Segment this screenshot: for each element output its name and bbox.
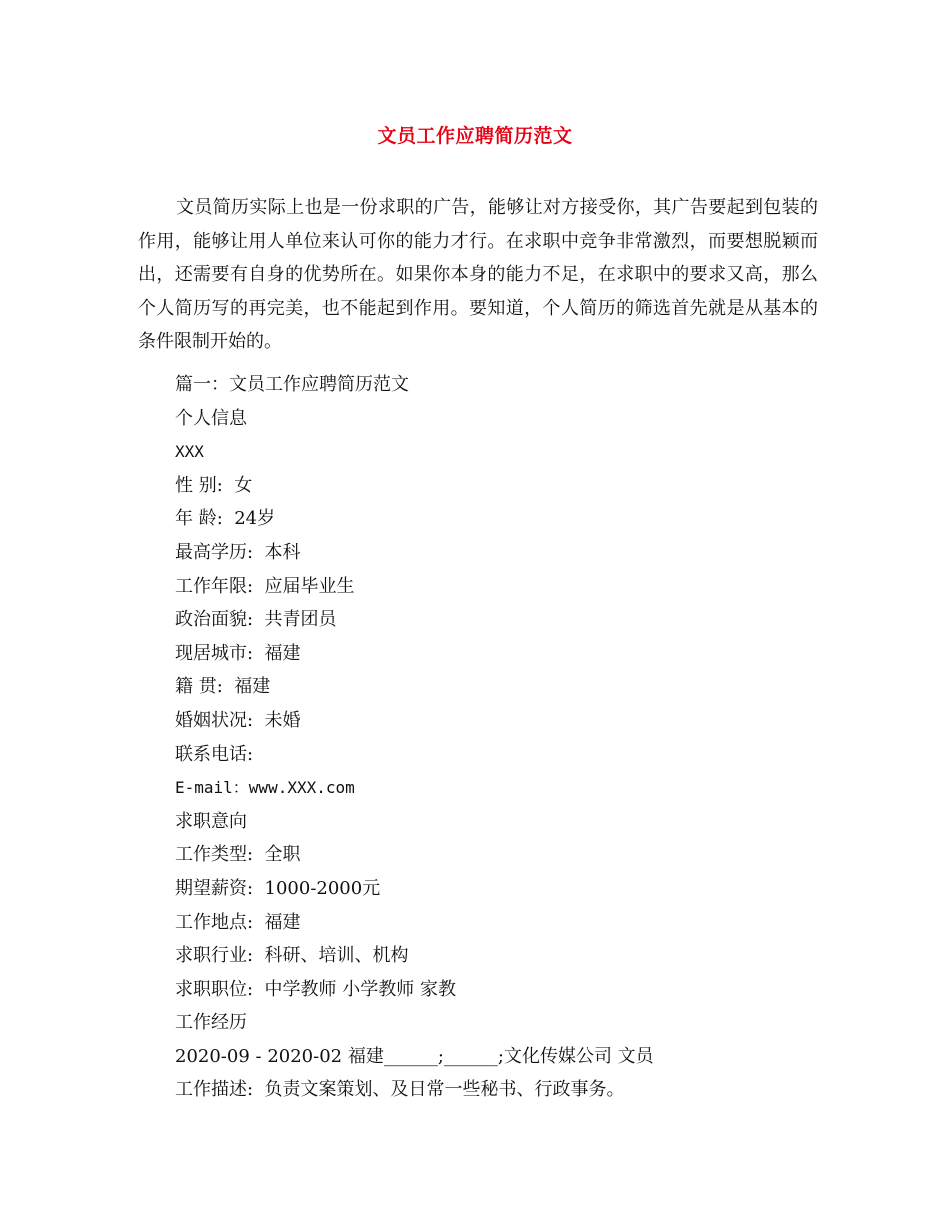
work-location-line: 工作地点: 福建 — [175, 911, 301, 933]
phone-line: 联系电话: — [175, 743, 254, 765]
email-line: E-mail：www.XXX.com — [175, 778, 355, 798]
current-city-line: 现居城市: 福建 — [175, 642, 301, 664]
intro-paragraph: 文员简历实际上也是一份求职的广告，能够让对方接受你，其广告要起到包装的作用，能够让用人单位来认可你的能力才行。在求职中竞争非常激烈，而要想脱颖而出，还需要有自身的优势所在。如果你本身的能力不足，在求职中的要求又高，那么个人简历写的再完美，也不能起到作用。要知道，个人简历的筛选首先就是从基本的条件限制开始的。 — [138, 197, 818, 353]
resume-lines — [175, 368, 855, 1107]
marital-status-line: 婚姻状况: 未婚 — [175, 709, 301, 731]
gender-line: 性 别: 女 — [175, 474, 253, 496]
section-heading-job-intention: 求职意向 — [175, 810, 247, 832]
job-description-line: 工作描述: 负责文案策划、及日常一些秘书、行政事务。 — [175, 1079, 625, 1101]
education-line: 最高学历: 本科 — [175, 541, 301, 563]
section-heading-work-experience: 工作经历 — [175, 1012, 247, 1034]
hometown-line: 籍 贯: 福建 — [175, 676, 271, 698]
expected-salary-line: 期望薪资: 1000-2000元 — [175, 877, 381, 899]
age-line: 年 龄: 24岁 — [175, 508, 276, 530]
name-line: XXX — [175, 442, 204, 462]
political-status-line: 政治面貌: 共青团员 — [175, 609, 337, 631]
experience-entry-line: 2020-09 - 2020-02 福建______;______;文化传媒公司 文员 — [175, 1045, 654, 1067]
document-title: 文员工作应聘简历范文 — [377, 125, 573, 147]
position-line: 求职职位: 中学教师 小学教师 家教 — [175, 978, 456, 1000]
section-heading-personal-info: 个人信息 — [175, 407, 247, 429]
work-years-line: 工作年限: 应届毕业生 — [175, 575, 355, 597]
industry-line: 求职行业: 科研、培训、机构 — [175, 945, 409, 967]
section-heading-sample: 篇一：文员工作应聘简历范文 — [175, 374, 409, 395]
job-type-line: 工作类型: 全职 — [175, 844, 301, 866]
